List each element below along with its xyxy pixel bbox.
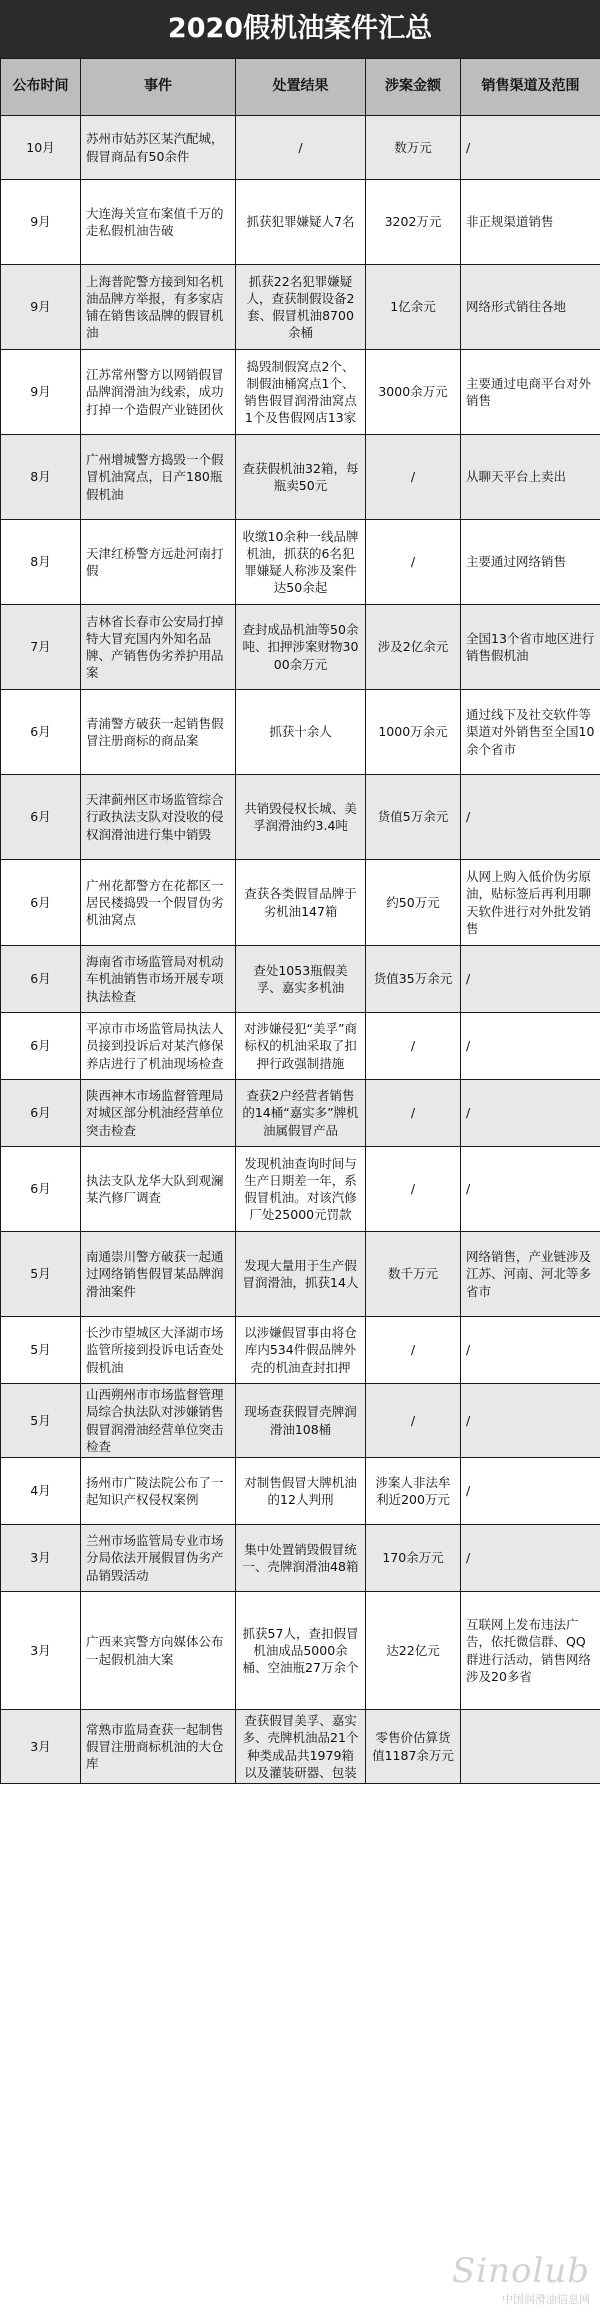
cell-channel: 主要通过网络销售 [461, 520, 600, 605]
cell-time: 9月 [1, 350, 81, 435]
cell-amount: / [366, 1384, 461, 1458]
cell-result: 查获假冒美孚、嘉实多、壳牌机油品21个种类成品共1979箱以及灌装研器、包装 [236, 1710, 366, 1784]
cell-time: 3月 [1, 1525, 81, 1592]
table-row [1, 1592, 600, 1710]
cell-result: 查获2户经营者销售的14桶“嘉实多”牌机油属假冒产品 [236, 1080, 366, 1147]
watermark-text: 中国润滑油信息网 [502, 2293, 590, 2306]
cell-amount: 数千万元 [366, 1232, 461, 1317]
cell-event: 南通崇川警方破获一起通过网络销售假冒某品牌润滑油案件 [81, 1232, 236, 1317]
cell-amount: 货值35万余元 [366, 946, 461, 1013]
cell-event: 天津蓟州区市场监管综合行政执法支队对没收的侵权润滑油进行集中销毁 [81, 775, 236, 860]
cell-channel: / [461, 116, 600, 180]
cell-channel: 从网上购入低价伪劣原油，贴标签后再利用聊天软件进行对外批发销售 [461, 860, 600, 946]
table-row [1, 946, 600, 1013]
cell-time: 6月 [1, 1013, 81, 1080]
watermark-logo: Sinolub [451, 2251, 590, 2291]
cell-time: 9月 [1, 180, 81, 265]
cell-amount: 涉案人非法牟利近200万元 [366, 1458, 461, 1525]
table-row [1, 1458, 600, 1525]
watermark [452, 2251, 590, 2307]
cell-channel: 主要通过电商平台对外销售 [461, 350, 600, 435]
cell-channel: 通过线下及社交软件等渠道对外销售至全国10余个省市 [461, 690, 600, 775]
cell-amount: 3202万元 [366, 180, 461, 265]
cell-time: 6月 [1, 690, 81, 775]
cell-event: 上海普陀警方接到知名机油品牌方举报，有多家店铺在销售该品牌的假冒机油 [81, 265, 236, 350]
cell-amount: / [366, 1013, 461, 1080]
cell-amount: 1000万余元 [366, 690, 461, 775]
cell-time: 7月 [1, 605, 81, 690]
cell-channel [461, 1710, 600, 1784]
cell-amount: / [366, 1317, 461, 1384]
cell-channel: 网络销售，产业链涉及江苏、河南、河北等多省市 [461, 1232, 600, 1317]
cell-event: 广州花都警方在花都区一居民楼捣毁一个假冒伪劣机油窝点 [81, 860, 236, 946]
cell-time: 8月 [1, 435, 81, 520]
cell-channel: 全国13个省市地区进行销售假机油 [461, 605, 600, 690]
cell-channel: / [461, 1384, 600, 1458]
header-result: 处置结果 [236, 59, 366, 116]
cell-result: 查获假机油32箱，每瓶卖50元 [236, 435, 366, 520]
cell-result: / [236, 116, 366, 180]
cell-channel: 互联网上发布违法广告，依托微信群、QQ群进行活动，销售网络涉及20多省 [461, 1592, 600, 1710]
cell-channel: / [461, 1013, 600, 1080]
cell-event: 吉林省长春市公安局打掉特大冒充国内外知名品牌、产销售伪劣养护用品案 [81, 605, 236, 690]
table-row [1, 1080, 600, 1147]
table-row [1, 860, 600, 946]
table-row [1, 180, 600, 265]
cell-time: 5月 [1, 1232, 81, 1317]
cell-amount: 3000余万元 [366, 350, 461, 435]
cell-time: 6月 [1, 946, 81, 1013]
cell-amount: 170余万元 [366, 1525, 461, 1592]
cell-event: 天津红桥警方远赴河南打假 [81, 520, 236, 605]
cell-amount: 数万元 [366, 116, 461, 180]
cell-channel: / [461, 1147, 600, 1232]
cell-result: 对制售假冒大牌机油的12人判刑 [236, 1458, 366, 1525]
cell-amount: / [366, 1080, 461, 1147]
cell-channel: 从聊天平台上卖出 [461, 435, 600, 520]
cell-result: 共销毁侵权长城、美孚润滑油约3.4吨 [236, 775, 366, 860]
cell-amount: / [366, 435, 461, 520]
cell-event: 苏州市姑苏区某汽配城，假冒商品有50余件 [81, 116, 236, 180]
cell-time: 4月 [1, 1458, 81, 1525]
cell-event: 大连海关宣布案值千万的走私假机油告破 [81, 180, 236, 265]
cell-event: 长沙市望城区大泽湖市场监管所接到投诉电话查处假机油 [81, 1317, 236, 1384]
cell-result: 以涉嫌假冒事由将仓库内534件假品牌外壳的机油查封扣押 [236, 1317, 366, 1384]
cell-time: 5月 [1, 1317, 81, 1384]
table-row [1, 1232, 600, 1317]
cell-time: 5月 [1, 1384, 81, 1458]
table-row [1, 1147, 600, 1232]
cell-result: 抓获十余人 [236, 690, 366, 775]
table-row [1, 690, 600, 775]
header-event: 事件 [81, 59, 236, 116]
cell-time: 9月 [1, 265, 81, 350]
cell-amount: 约50万元 [366, 860, 461, 946]
cell-result: 集中处置销毁假冒统一、壳牌润滑油48箱 [236, 1525, 366, 1592]
cell-result: 抓获57人，查扣假冒机油成品5000余桶、空油瓶27万余个 [236, 1592, 366, 1710]
table-row [1, 520, 600, 605]
table-row [1, 116, 600, 180]
cell-result: 发现机油查询时间与生产日期差一年，系假冒机油。对该汽修厂处25000元罚款 [236, 1147, 366, 1232]
cell-time: 3月 [1, 1710, 81, 1784]
cell-amount: / [366, 520, 461, 605]
cell-event: 青浦警方破获一起销售假冒注册商标的商品案 [81, 690, 236, 775]
cell-amount: 货值5万余元 [366, 775, 461, 860]
cell-time: 6月 [1, 1080, 81, 1147]
cell-time: 8月 [1, 520, 81, 605]
cell-result: 发现大量用于生产假冒润滑油，抓获14人 [236, 1232, 366, 1317]
cell-amount: 1亿余元 [366, 265, 461, 350]
cell-event: 扬州市广陵法院公布了一起知识产权侵权案例 [81, 1458, 236, 1525]
cell-result: 对涉嫌侵犯“美孚”商标权的机油采取了扣押行政强制措施 [236, 1013, 366, 1080]
cell-result: 收缴10余种一线品牌机油，抓获的6名犯罪嫌疑人称涉及案件达50余起 [236, 520, 366, 605]
cell-channel: / [461, 946, 600, 1013]
cell-event: 陕西神木市场监督管理局对城区部分机油经营单位突击检查 [81, 1080, 236, 1147]
cell-result: 查获各类假冒品牌于劣机油147箱 [236, 860, 366, 946]
cell-channel: / [461, 1317, 600, 1384]
cell-event: 执法支队龙华大队到观澜某汽修厂调查 [81, 1147, 236, 1232]
cell-event: 山西朔州市市场监督管理局综合执法队对涉嫌销售假冒润滑油经营单位突击检查 [81, 1384, 236, 1458]
cell-event: 江苏常州警方以网销假冒品牌润滑油为线索，成功打掉一个造假产业链团伙 [81, 350, 236, 435]
header-channel: 销售渠道及范围 [461, 59, 600, 116]
table-row [1, 350, 600, 435]
cell-result: 查处1053瓶假美孚、嘉实多机油 [236, 946, 366, 1013]
cell-amount: 涉及2亿余元 [366, 605, 461, 690]
cell-amount: / [366, 1147, 461, 1232]
cell-result: 现场查获假冒壳牌润滑油108桶 [236, 1384, 366, 1458]
cases-table [0, 58, 600, 1784]
header-time: 公布时间 [1, 59, 81, 116]
cell-event: 兰州市场监管局专业市场分局依法开展假冒伪劣产品销毁活动 [81, 1525, 236, 1592]
cell-result: 抓获22名犯罪嫌疑人，查获制假设备2套、假冒机油8700余桶 [236, 265, 366, 350]
cell-amount: 达22亿元 [366, 1592, 461, 1710]
table-row [1, 1384, 600, 1458]
cell-event: 广州增城警方捣毁一个假冒机油窝点，日产180瓶假机油 [81, 435, 236, 520]
cell-amount: 零售价估算货值1187余万元 [366, 1710, 461, 1784]
table-row [1, 605, 600, 690]
cell-channel: 非正规渠道销售 [461, 180, 600, 265]
table-row [1, 1013, 600, 1080]
table-row [1, 435, 600, 520]
cell-channel: / [461, 1458, 600, 1525]
cell-result: 捣毁制假窝点2个、制假油桶窝点1个、销售假冒润滑油窝点1个及售假网店13家 [236, 350, 366, 435]
table-row [1, 1525, 600, 1592]
page-title: 2020假机油案件汇总 [0, 0, 600, 58]
cell-time: 6月 [1, 775, 81, 860]
cell-result: 查封成品机油等50余吨、扣押涉案财物3000余万元 [236, 605, 366, 690]
cell-time: 3月 [1, 1592, 81, 1710]
cell-event: 广西来宾警方向媒体公布一起假机油大案 [81, 1592, 236, 1710]
cell-time: 10月 [1, 116, 81, 180]
cell-time: 6月 [1, 860, 81, 946]
cell-channel: / [461, 1080, 600, 1147]
table-row [1, 1317, 600, 1384]
cell-event: 平凉市市场监管局执法人员接到投诉后对某汽修保养店进行了机油现场检查 [81, 1013, 236, 1080]
cell-channel: / [461, 775, 600, 860]
table-row [1, 775, 600, 860]
cell-channel: 网络形式销往各地 [461, 265, 600, 350]
cell-time: 6月 [1, 1147, 81, 1232]
header-amount: 涉案金额 [366, 59, 461, 116]
table-row [1, 1710, 600, 1784]
cell-event: 常熟市监局查获一起制售假冒注册商标机油的大仓库 [81, 1710, 236, 1784]
table-row [1, 265, 600, 350]
cell-event: 海南省市场监管局对机动车机油销售市场开展专项执法检查 [81, 946, 236, 1013]
cell-channel: / [461, 1525, 600, 1592]
header-row [1, 59, 600, 116]
cell-result: 抓获犯罪嫌疑人7名 [236, 180, 366, 265]
